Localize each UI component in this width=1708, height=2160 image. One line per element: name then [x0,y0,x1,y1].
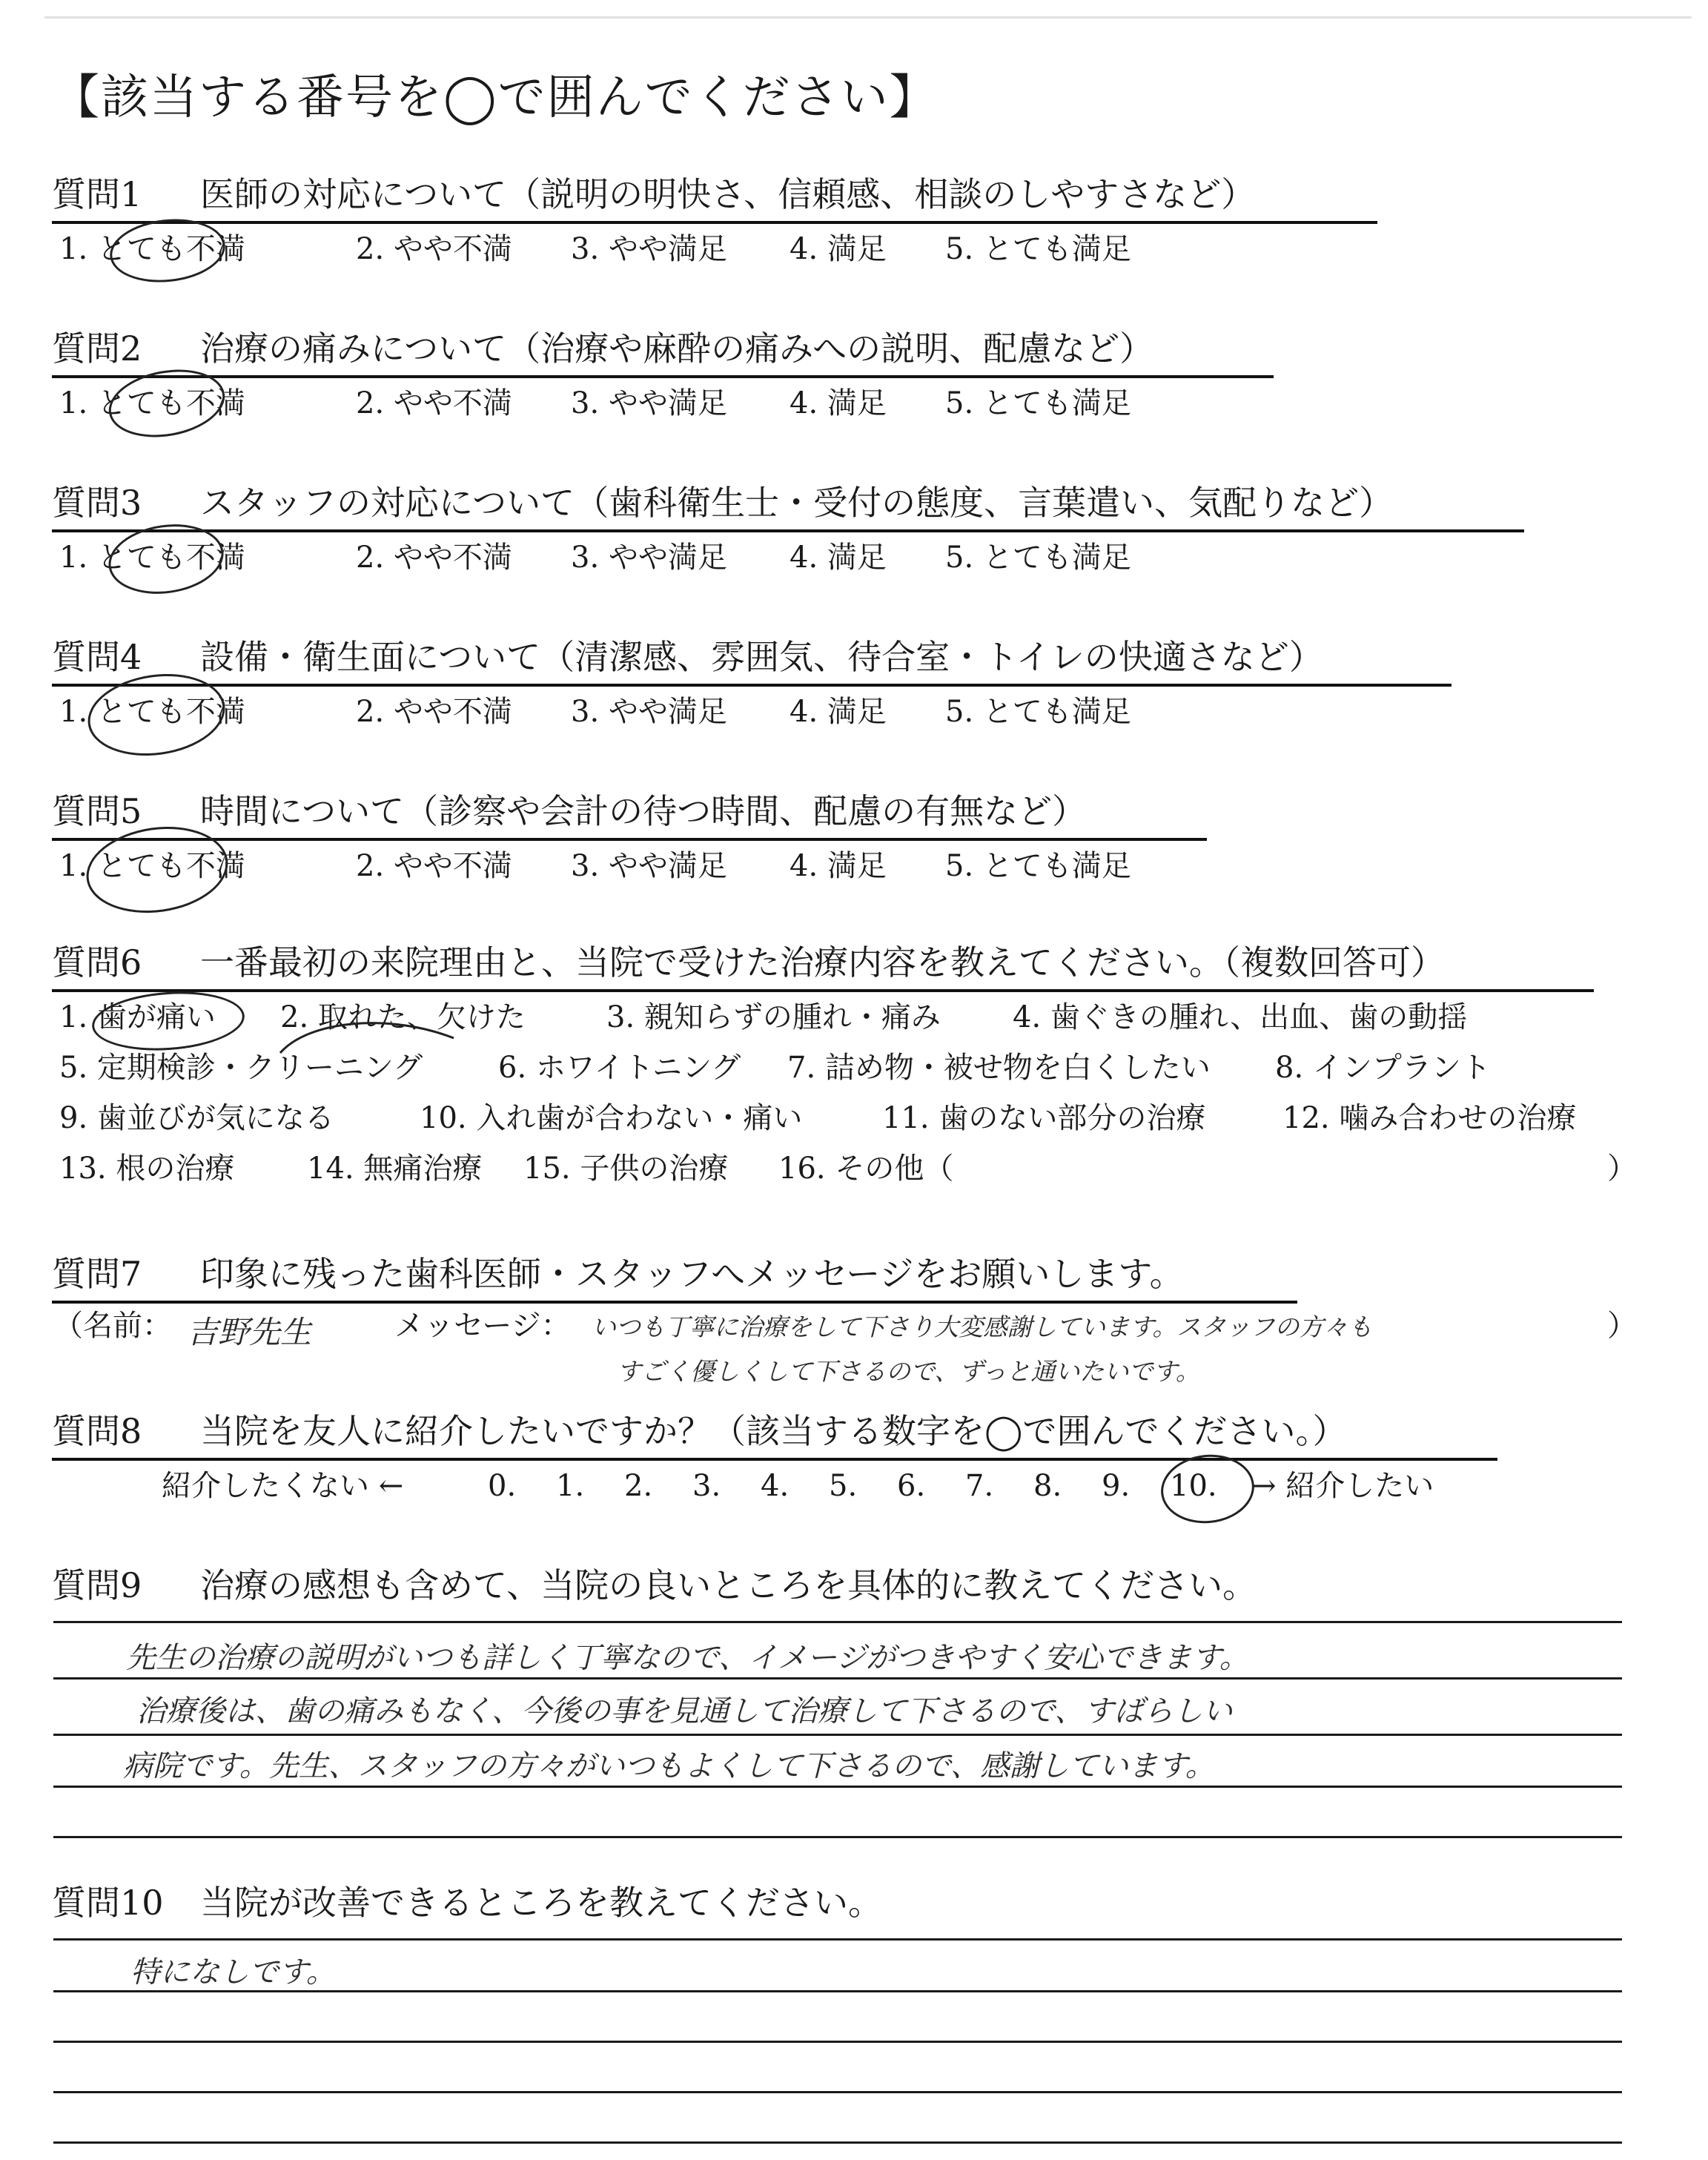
reason-option[interactable]: 9. 歯並びが気になる [59,1101,334,1135]
question-number: 質問3 [52,483,142,523]
question-underline [52,529,1524,532]
option-1[interactable]: 1. とても不満 [59,386,245,420]
scale-left-label: 紹介したくない ← [162,1469,404,1503]
top-rule [44,16,1692,19]
option-3[interactable]: 3. やや満足 [571,695,727,729]
reason-option[interactable]: 5. 定期検診・クリーニング [59,1051,423,1085]
question-number: 質問1 [52,174,142,214]
question-9 [52,1563,1257,1608]
q6-row-2 [59,1048,1491,1087]
scale-value[interactable]: 5. [829,1469,858,1503]
reason-option[interactable]: 4. 歯ぐきの腫れ、出血、歯の動揺 [1013,1000,1468,1034]
answer-writing-line [53,1677,1622,1680]
option-4[interactable]: 4. 満足 [790,541,887,575]
option-2[interactable]: 2. やや不満 [356,541,512,575]
message-close-paren: ） [1607,1309,1637,1343]
answer-writing-line [53,1786,1622,1788]
q6-row-3 [59,1099,1576,1137]
q9-answer-handwritten-line-3: 病院です。先生、スタッフの方々がいつもよくして下さるので、感謝しています。 [123,1749,1215,1783]
page-title: 【該当する番号を◯で囲んでください】 [52,70,939,125]
reason-option[interactable]: 16. その他（ [778,1152,954,1186]
option-2[interactable]: 2. やや不満 [356,695,512,729]
answer-writing-line [53,1621,1622,1623]
reason-option[interactable]: 1. 歯が痛い [59,1000,216,1034]
option-5[interactable]: 5. とても満足 [945,541,1131,575]
option-5[interactable]: 5. とても満足 [945,232,1131,266]
reason-option[interactable]: 14. 無痛治療 [307,1152,483,1186]
question-text: 設備・衛生面について（清潔感、雰囲気、待合室・トイレの快適さなど） [200,637,1323,677]
question-3 [52,480,1393,525]
question-7 [52,1252,1184,1296]
q1-answer-circle [107,214,228,288]
question-1 [52,172,1255,217]
question-6 [52,940,1445,985]
reason-option[interactable]: 7. 詰め物・被せ物を白くしたい [787,1051,1211,1085]
question-number: 質問9 [52,1565,142,1605]
question-underline [52,1301,1297,1304]
q8-answer-circle [1158,1450,1258,1528]
q6-answer-arc [279,1016,457,1060]
answer-writing-line [53,2141,1622,2144]
question-2 [52,326,1153,371]
q2-answer-circle [104,361,231,446]
answer-writing-line [53,2041,1622,2043]
option-1[interactable]: 1. とても不満 [59,232,245,266]
question-text: 当院を友人に紹介したいですか？（該当する数字を◯で囲んでください。） [200,1411,1347,1451]
q4-answer-circle [82,666,230,764]
q5-answer-circle [81,818,234,922]
q9-answer-handwritten-line-1: 先生の治療の説明がいつも詳しく丁寧なので、イメージがつきやすく安心できます。 [126,1641,1249,1675]
question-4 [52,635,1323,679]
option-1[interactable]: 1. とても不満 [59,849,245,883]
question-number: 質問7 [52,1254,142,1294]
message-handwritten-line-1: いつも丁寧に治療をして下さり大変感謝しています。スタッフの方々も [592,1312,1373,1341]
option-3[interactable]: 3. やや満足 [571,849,727,883]
scale-value[interactable]: 4. [761,1469,790,1503]
scale-value[interactable]: 0. [488,1469,517,1503]
option-4[interactable]: 4. 満足 [790,695,887,729]
option-2[interactable]: 2. やや不満 [356,849,512,883]
scale-value[interactable]: 9. [1102,1469,1131,1503]
option-4[interactable]: 4. 満足 [790,232,887,266]
question-number: 質問5 [52,791,142,831]
scale-value[interactable]: 8. [1033,1469,1062,1503]
question-10 [52,1880,882,1925]
question-text: 当院が改善できるところを教えてください。 [200,1883,882,1923]
q6-row-4 [59,1149,953,1188]
option-2[interactable]: 2. やや不満 [356,232,512,266]
option-3[interactable]: 3. やや満足 [571,541,727,575]
question-number: 質問6 [52,942,142,982]
question-text: 一番最初の来院理由と、当院で受けた治療内容を教えてください。（複数回答可） [200,942,1445,982]
question-number: 質問2 [52,328,142,369]
option-3[interactable]: 3. やや満足 [571,232,727,266]
reason-option[interactable]: 6. ホワイトニング [498,1051,741,1085]
option-4[interactable]: 4. 満足 [790,849,887,883]
reason-option[interactable]: 11. 歯のない部分の治療 [882,1101,1206,1135]
option-2[interactable]: 2. やや不満 [356,386,512,420]
question-underline [52,838,1207,841]
answer-writing-line [53,2091,1622,2093]
scale-value[interactable]: 2. [624,1469,653,1503]
scale-value[interactable]: 1. [556,1469,585,1503]
scale-value[interactable]: 10. [1170,1469,1217,1503]
question-text: 医師の対応について（説明の明快さ、信頼感、相談のしやすさなど） [200,174,1256,214]
option-1[interactable]: 1. とても不満 [59,695,245,729]
q10-answer-handwritten: 特になしです。 [130,1955,336,1989]
question-underline [52,1458,1497,1461]
scale-value[interactable]: 3. [692,1469,721,1503]
option-3[interactable]: 3. やや満足 [571,386,727,420]
message-label: メッセージ： [394,1309,571,1343]
option-4[interactable]: 4. 満足 [790,386,887,420]
answer-writing-line [53,1836,1622,1838]
question-text: 印象に残った歯科医師・スタッフへメッセージをお願いします。 [200,1254,1184,1294]
question-underline [52,684,1452,687]
scale-right-label: → 紹介したい [1251,1469,1434,1503]
reason-option[interactable]: 15. 子供の治療 [523,1152,729,1186]
option-5[interactable]: 5. とても満足 [945,695,1131,729]
scale-value[interactable]: 6. [897,1469,926,1503]
answer-writing-line [53,1938,1622,1941]
scale-value[interactable]: 7. [965,1469,994,1503]
staff-name-handwritten: 吉野先生 [187,1314,312,1350]
question-text: 時間について（診察や会計の待つ時間、配慮の有無など） [200,791,1087,831]
question-8 [52,1409,1346,1453]
question-text: 治療の痛みについて（治療や麻酔の痛みへの説明、配慮など） [200,328,1154,369]
question-5 [52,789,1086,833]
option-1[interactable]: 1. とても不満 [59,541,245,575]
question-text: 治療の感想も含めて、当院の良いところを具体的に教えてください。 [200,1565,1257,1605]
q9-answer-handwritten-line-2: 治療後は、歯の痛みもなく、今後の事を見通して治療して下さるので、すばらしい [136,1694,1233,1728]
reason-option[interactable]: 8. インプラント [1275,1051,1491,1085]
q6-answer-circle [90,987,247,1055]
answer-writing-line [53,1990,1622,1992]
question-underline [52,221,1377,224]
name-label: （名前： [53,1309,172,1343]
message-handwritten-line-2: すごく優しくして下さるので、ずっと通いたいです。 [617,1357,1200,1386]
question-number: 質問4 [52,637,142,677]
question-number: 質問8 [52,1411,142,1451]
answer-writing-line [53,1734,1622,1736]
other-close-paren: ） [1607,1152,1637,1186]
reason-option[interactable]: 12. 噛み合わせの治療 [1282,1101,1577,1135]
reason-option[interactable]: 2. 取れた、欠けた [280,1000,526,1034]
question-number: 質問10 [52,1883,164,1923]
question-underline [52,375,1274,378]
reason-option[interactable]: 13. 根の治療 [59,1152,235,1186]
reason-option[interactable]: 10. 入れ歯が合わない・痛い [420,1101,803,1135]
reason-option[interactable]: 3. 親知らずの腫れ・痛み [606,1000,941,1034]
question-underline [52,989,1594,992]
option-5[interactable]: 5. とても満足 [945,386,1131,420]
q6-row-1 [59,998,1467,1037]
question-text: スタッフの対応について（歯科衛生士・受付の態度、言葉遣い、気配りなど） [200,483,1394,523]
option-5[interactable]: 5. とても満足 [945,849,1131,883]
